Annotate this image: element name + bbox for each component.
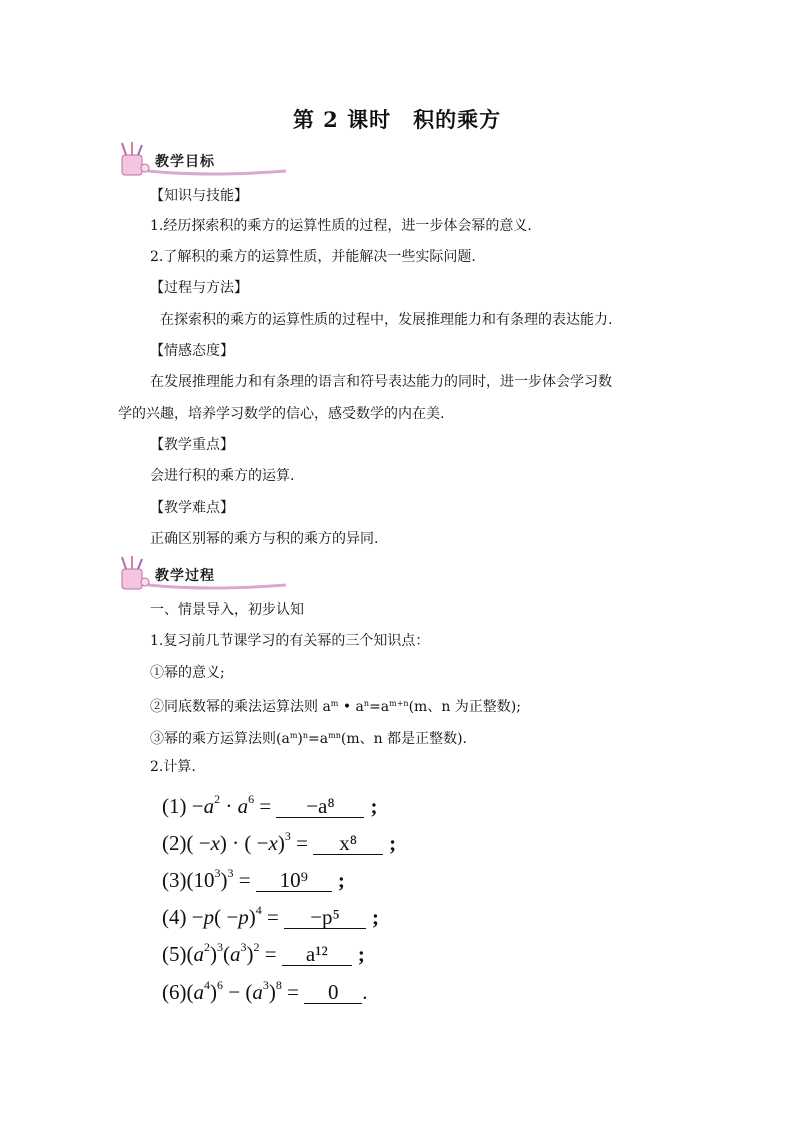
process-heading: 【过程与方法】 [150, 280, 248, 296]
knowledge-heading: 【知识与技能】 [150, 188, 248, 204]
exercise-1: $(1) -a^2 \cdot a^6 = -a^8$ ; [162, 792, 378, 818]
exercise-2-answer: x⁸ [313, 830, 383, 855]
exercise-2: (2)( −x) · ( −x)$^3$ = x⁸ ; [162, 829, 397, 855]
knowledge-item-1: 1.经历探索积的乘方的运算性质的过程，进一步体会幂的意义. [150, 218, 532, 234]
knowledge-item-2: 2.了解积的乘方的运算性质，并能解决一些实际问题. [150, 249, 476, 265]
process-text: 在探索积的乘方的运算性质的过程中，发展推理能力和有条理的表达能力. [160, 312, 613, 328]
emotion-heading: 【情感态度】 [150, 343, 234, 359]
page-title [0, 104, 794, 134]
exercise-4-answer: −p⁵ [284, 904, 366, 929]
review-point-2: ②同底数幂的乘法运算法则 $a^m$ • $a^n=a^{m+n}(m$、n 为正整数); [150, 699, 521, 715]
objectives-banner-label: 教学目标 [155, 154, 215, 170]
review-intro: 1.复习前几节课学习的有关幂的三个知识点： [150, 633, 430, 649]
exercise-6: $(6)(a^4)^6 - (a^3)^8 = 0$ . [162, 978, 368, 1004]
exercise-4: $(4) -p( -p)^4 = -p^5$ ; [162, 903, 380, 929]
emotion-text-1: 在发展推理能力和有条理的语言和符号表达能力的同时，进一步体会学习数 [150, 374, 612, 390]
difficulty-heading: 【教学难点】 [150, 500, 234, 516]
key-heading: 【教学重点】 [150, 437, 234, 453]
key-text: 会进行积的乘方的运算. [150, 468, 295, 484]
calc-heading: 2.计算. [150, 759, 196, 775]
emotion-text-2: 学的兴趣，培养学习数学的信心，感受数学的内在美. [118, 406, 445, 422]
objectives-banner [118, 141, 288, 181]
title-topic: 积的乘方 [413, 107, 502, 132]
review-point-3: ③幂的乘方运算法则$(a^m)^n=a^{mn}(m$、n 都是正整数). [150, 731, 467, 747]
difficulty-text: 正确区别幂的乘方与积的乘方的异同. [150, 531, 379, 547]
exercise-6-answer: 0 [304, 979, 362, 1004]
process-banner [118, 555, 288, 595]
title-lesson: 第 2 课时 [292, 107, 392, 132]
section-1-heading: 一、情景导入，初步认知 [150, 602, 304, 618]
exercise-3-answer: 10⁹ [256, 867, 332, 892]
review-point-1: ①幂的意义; [150, 665, 225, 681]
exercise-1-answer: −a⁸ [276, 793, 364, 818]
exercise-5-answer: a¹² [282, 941, 352, 966]
exercise-3: $(3)(10^3)^3 = 10^9$ ; [162, 866, 345, 892]
process-banner-label: 教学过程 [155, 568, 215, 584]
exercise-5: $(5)(a^2)^3(a^3)^2 = a^{12}$ ; [162, 940, 365, 966]
